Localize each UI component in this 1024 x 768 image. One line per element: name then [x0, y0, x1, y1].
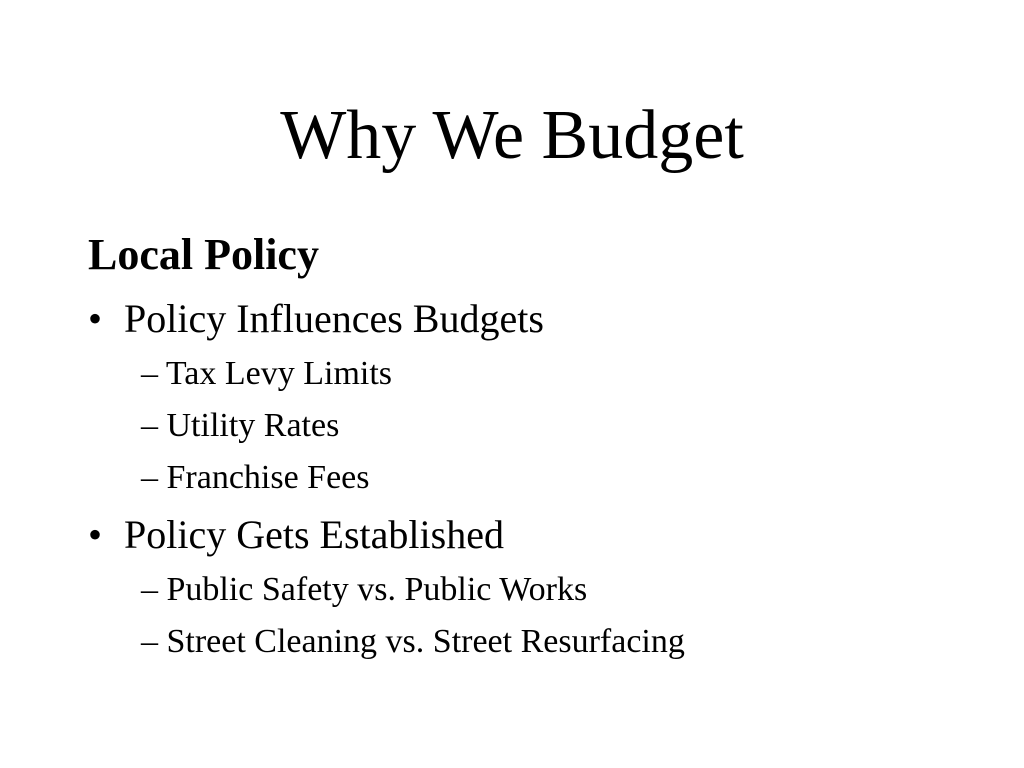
bullet-item [88, 294, 544, 344]
sub-item [141, 405, 339, 447]
section-heading: Local Policy [88, 230, 319, 279]
bullet-text: Policy Influences Budgets [124, 296, 544, 341]
sub-item [141, 621, 685, 663]
bullet-marker: • [88, 296, 103, 341]
sub-text: Tax Levy Limits [165, 355, 393, 392]
sub-item [141, 457, 370, 499]
sub-marker: – [141, 407, 158, 444]
sub-marker: – [141, 571, 158, 608]
slide-title: Why We Budget [280, 97, 744, 174]
bullet-marker: • [88, 512, 103, 557]
sub-text: Franchise Fees [166, 459, 370, 496]
sub-text: Public Safety vs. Public Works [166, 571, 588, 608]
sub-marker: – [141, 355, 158, 392]
sub-item [141, 353, 392, 395]
bullet-item [88, 510, 504, 560]
sub-marker: – [141, 623, 158, 660]
sub-text: Utility Rates [166, 407, 340, 444]
sub-text: Street Cleaning vs. Street Resurfacing [166, 623, 685, 660]
bullet-text: Policy Gets Established [124, 512, 504, 557]
sub-item [141, 569, 587, 611]
sub-marker: – [141, 459, 158, 496]
